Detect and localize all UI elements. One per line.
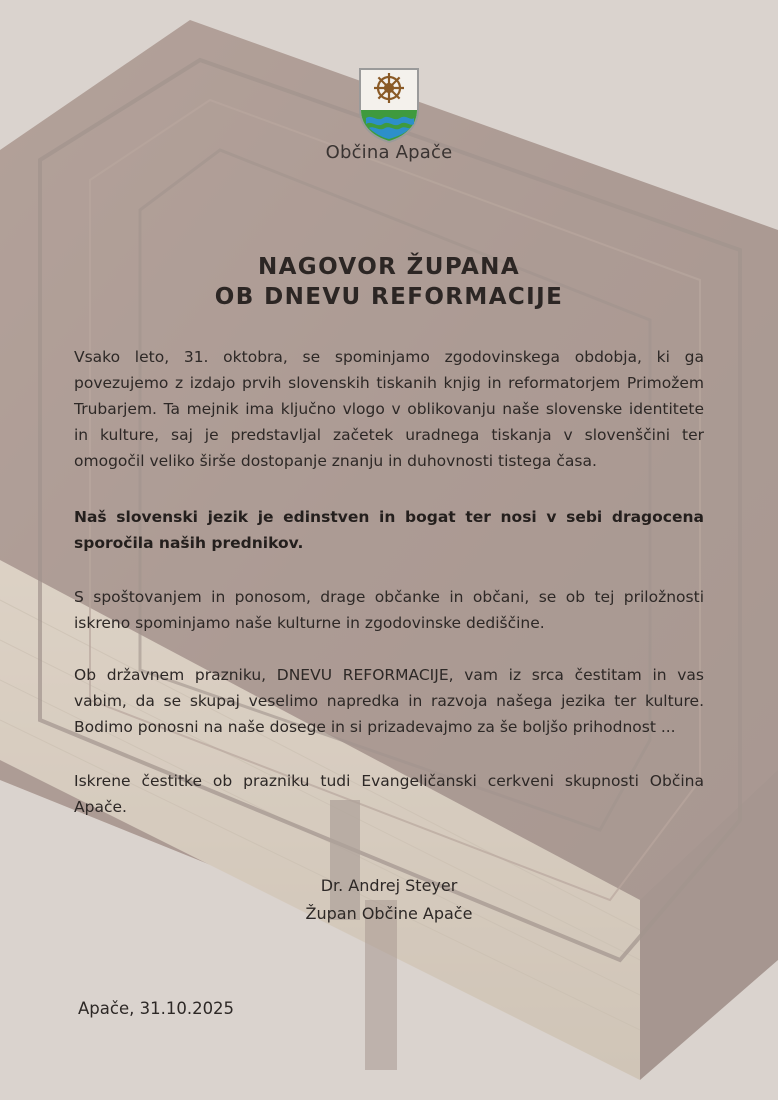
paragraph-evangelical-greeting: Iskrene čestitke ob prazniku tudi Evangeličanski cerkveni skupnosti Občina Apače. xyxy=(74,772,704,816)
signature-name: Dr. Andrej Steyer xyxy=(320,876,458,895)
place-and-date: Apače, 31.10.2025 xyxy=(78,999,235,1018)
page-title-line-2: OB DNEVU REFORMACIJE xyxy=(214,284,564,310)
municipal-coat-of-arms-icon xyxy=(357,66,421,144)
municipality-name: Občina Apače xyxy=(325,142,453,163)
page-title-line-1: NAGOVOR ŽUPANA xyxy=(257,254,521,280)
paragraph-heritage: S spoštovanjem in ponosom, drage občanke in občani, se ob tej priložnosti iskreno spominjamo naše kulturne in zgodovinske dediščine. xyxy=(74,588,704,632)
paragraph-language-emphasis: Naš slovenski jezik je edinstven in bogat ter nosi v sebi dragocena sporočila naših prednikov. xyxy=(74,508,704,552)
paragraph-holiday-greeting: Ob državnem prazniku, DNEVU REFORMACIJE, vam iz srca čestitam in vas vabim, da se skupaj veselimo napredka in razvoja našega jezika ter kulture. Bodimo ponosni na naše dosege in si prizadevajmo za še boljšo prihodnost ... xyxy=(74,666,704,736)
paragraph-reformation-history: Vsako leto, 31. oktobra, se spominjamo zgodovinskega obdobja, ki ga povezujemo z izdajo prvih slovenskih tiskanih knjig in reformatorjem Primožem Trubarjem. Ta mejnik ima ključno vlogo v oblikovanju naše slovenske identitete in kulture, saj je predstavljal začetek uradnega tiskanja v slovenščini ter omogočil veliko širše dostopanje znanju in duhovnosti tistega časa. xyxy=(74,348,704,470)
signature-role: Župan Občine Apače xyxy=(305,904,473,923)
